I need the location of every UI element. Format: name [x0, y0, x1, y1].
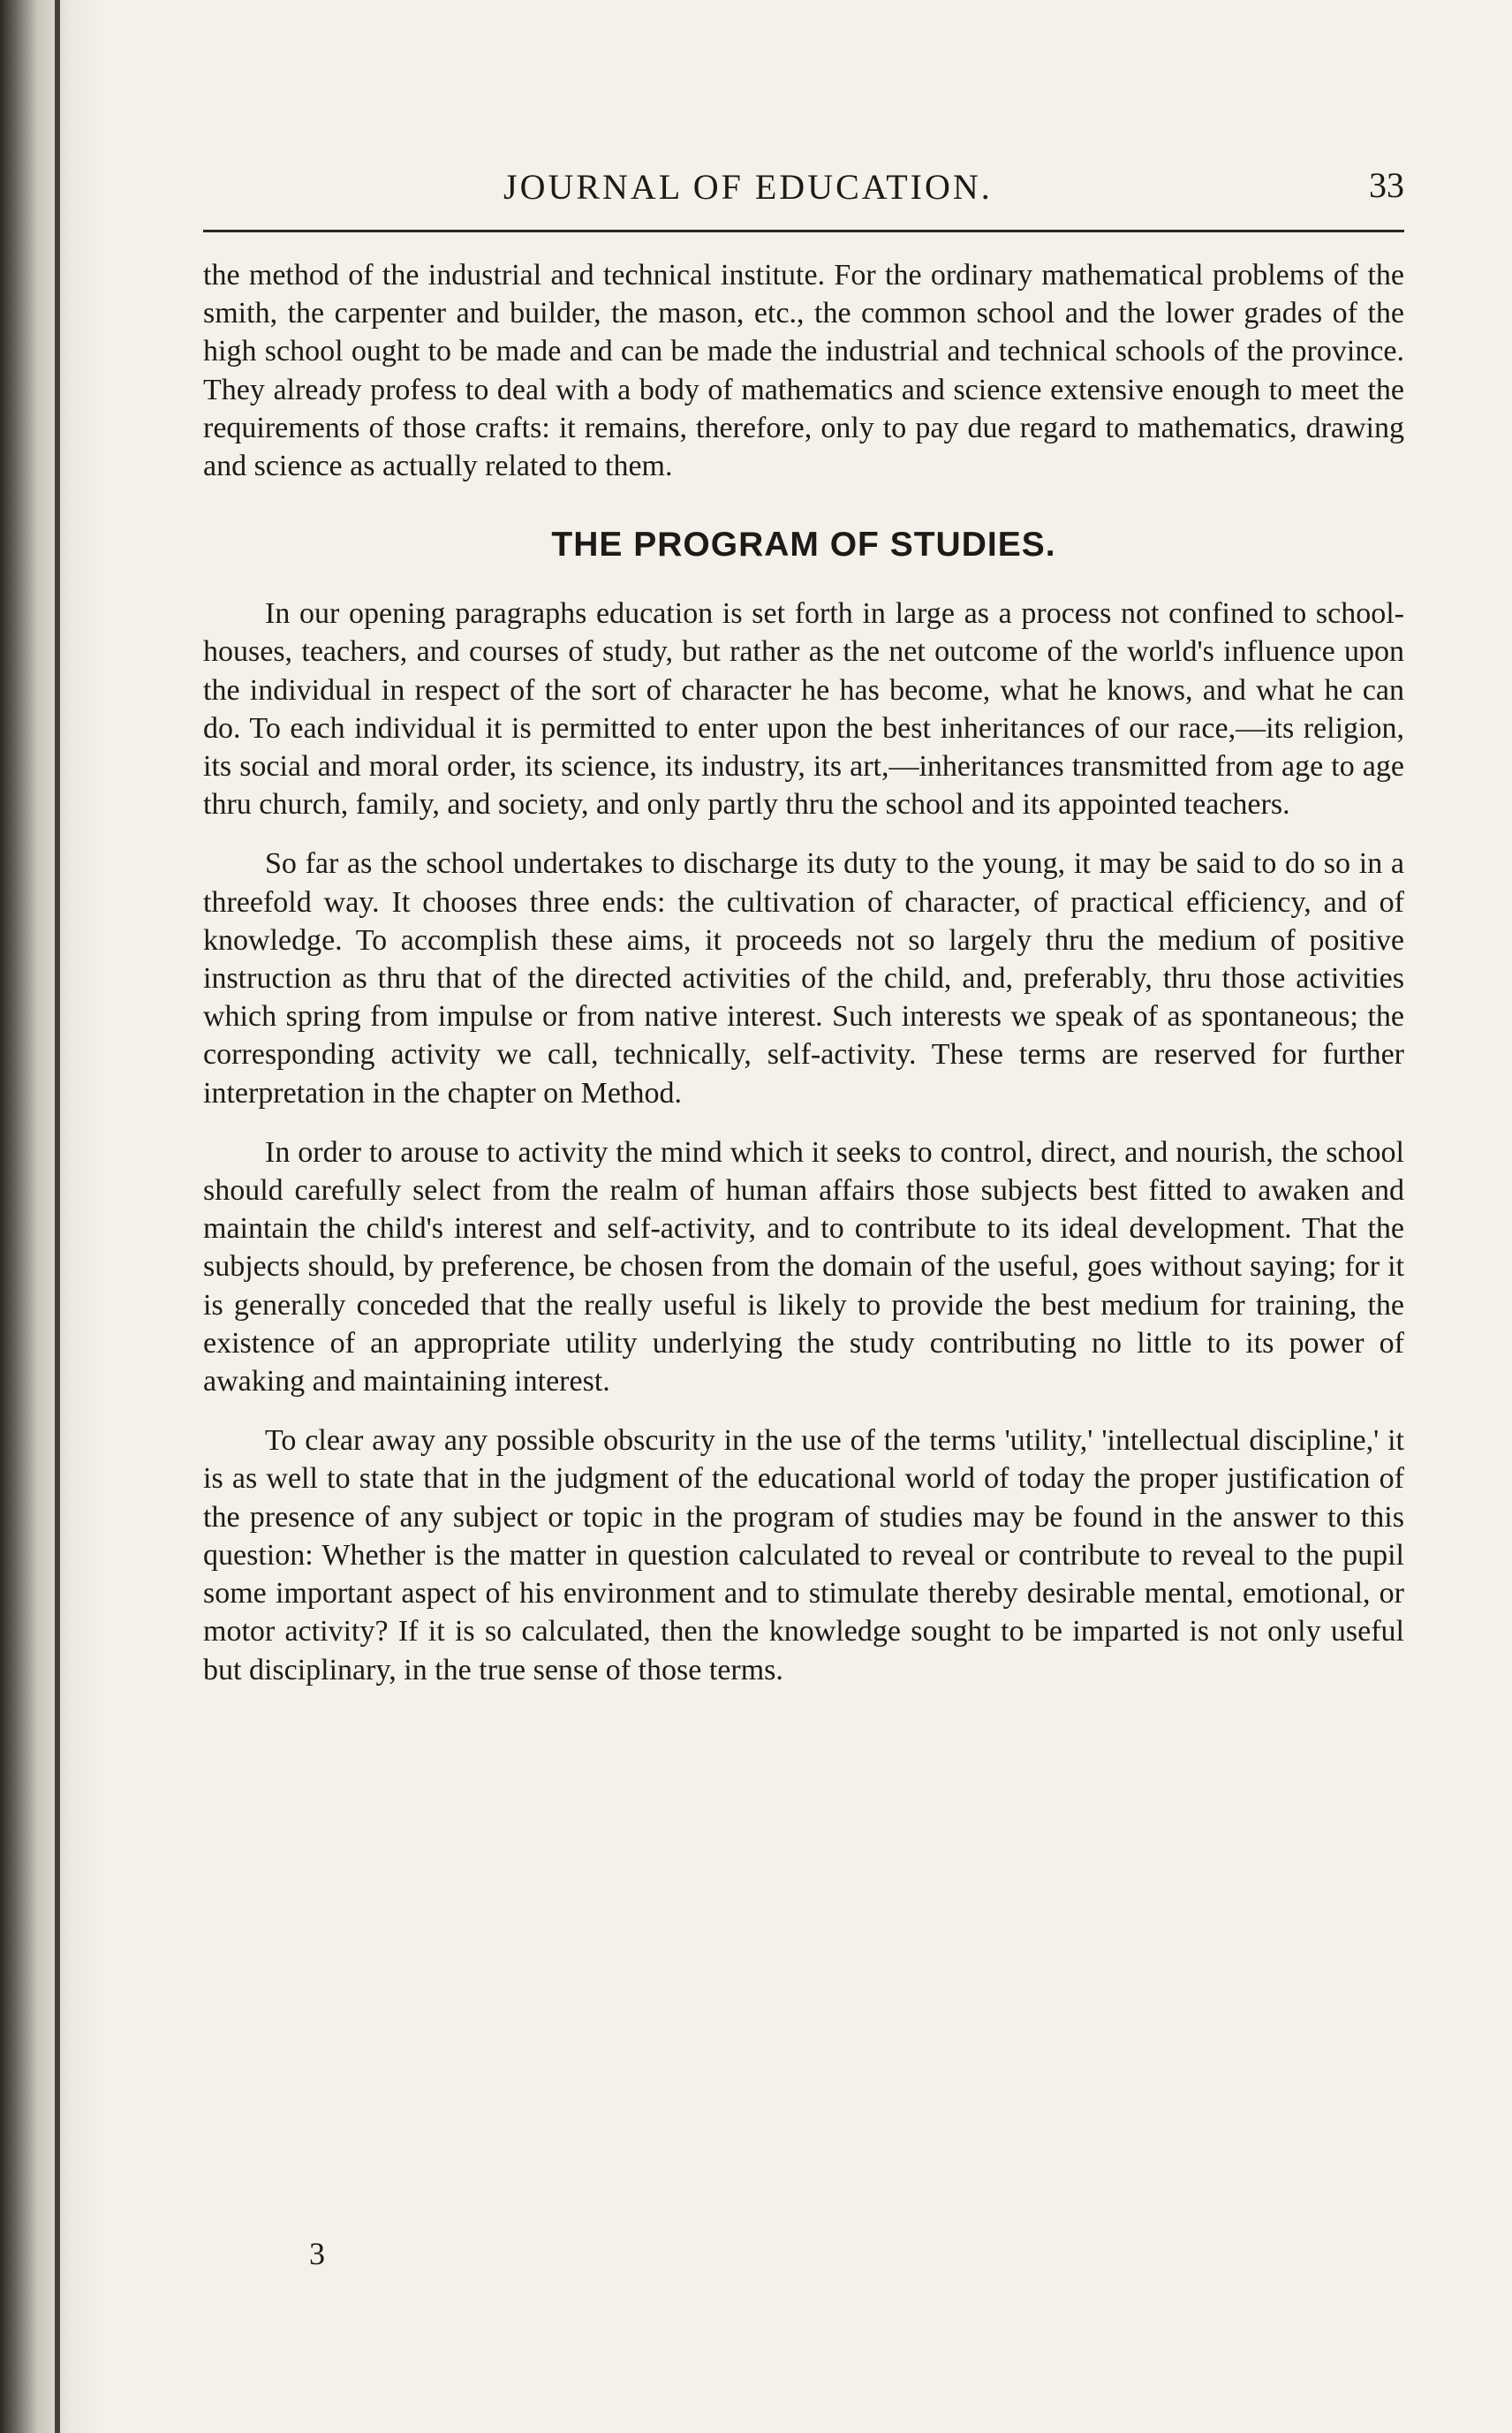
section-heading: THE PROGRAM OF STUDIES. — [551, 526, 1056, 565]
main-text — [203, 256, 1404, 1710]
signature-mark: 3 — [309, 2236, 325, 2271]
header-rule — [203, 230, 1404, 232]
paragraph-subject-selection: In order to arouse to activity the mind which it seeks to control, direct, and nourish, the school should carefully select from the realm of human affairs those subjects best fitted to awaken and maintain the child's interest and self-activity, and to contribute to its ideal development. That the subjects should, by preference, be chosen from the domain of the useful, goes without saying; for it is generally conceded that the really useful is likely to provide the best medium for training, the existence of an appropriate utility underlying the study contributing no little to its power of awaking and maintaining interest. — [203, 1135, 1404, 1398]
paragraph-utility-discipline: To clear away any possible obscurity in the use of the terms 'utility,' 'intellectual discipline,' it is as well to state that in the judgment of the educational world of today the proper justification of the presence of any subject or topic in the program of studies may be found in the answer to this question: Whether is the matter in question calculated to reveal or contribute to reveal to the pupil some important aspect of his environment and to stimulate thereby desirable mental, emotional, or motor activity? If it is so calculated, then the knowledge sought to be imparted is not only useful but disciplinary, in the true sense of those terms. — [203, 1424, 1404, 1686]
document-page — [203, 150, 1404, 2271]
page-number: 33 — [1369, 165, 1404, 205]
paragraph-threefold-way: So far as the school undertakes to discharge its duty to the young, it may be said to do so in a threefold way. It chooses three ends: the cultivation of character, of practical efficiency, and of knowledge. To accomplish these aims, it proceeds not so largely thru the medium of positive instruction as thru that of the directed activities of the child, and, preferably, thru those activities which spring from impulse or from native interest. Such interests we speak of as spontaneous; the corresponding activity we call, technically, self-activity. These terms are reserved for further interpretation in the chapter on Method. — [203, 847, 1404, 1110]
journal-title: JOURNAL OF EDUCATION. — [503, 167, 993, 207]
running-head — [203, 150, 1404, 221]
book-binding-shadow — [0, 0, 106, 2433]
paragraph-intro-continuation: the method of the industrial and technical institute. For the ordinary mathematical problems of the smith, the carpenter and builder, the mason, etc., the common school and the lower grades of the high school ought to be made and can be made the industrial and technical schools of the province. They already profess to deal with a body of mathematics and science extensive enough to meet the requirements of those crafts: it remains, therefore, only to pay due regard to mathematics, drawing and science as actually related to them. — [203, 259, 1404, 483]
paragraph-education-process: In our opening paragraphs education is set forth in large as a process not confined to school-houses, teachers, and courses of study, but rather as the net outcome of the world's influence upon the individual in respect of the sort of character he has become, what he knows, and what he can do. To each individual it is permitted to enter upon the best inheritances of our race,—its religion, its social and moral order, its science, its industry, its art,—inheritances transmitted from age to age thru church, family, and society, and only partly thru the school and its appointed teachers. — [203, 597, 1404, 822]
book-binding-edge — [55, 0, 60, 2433]
